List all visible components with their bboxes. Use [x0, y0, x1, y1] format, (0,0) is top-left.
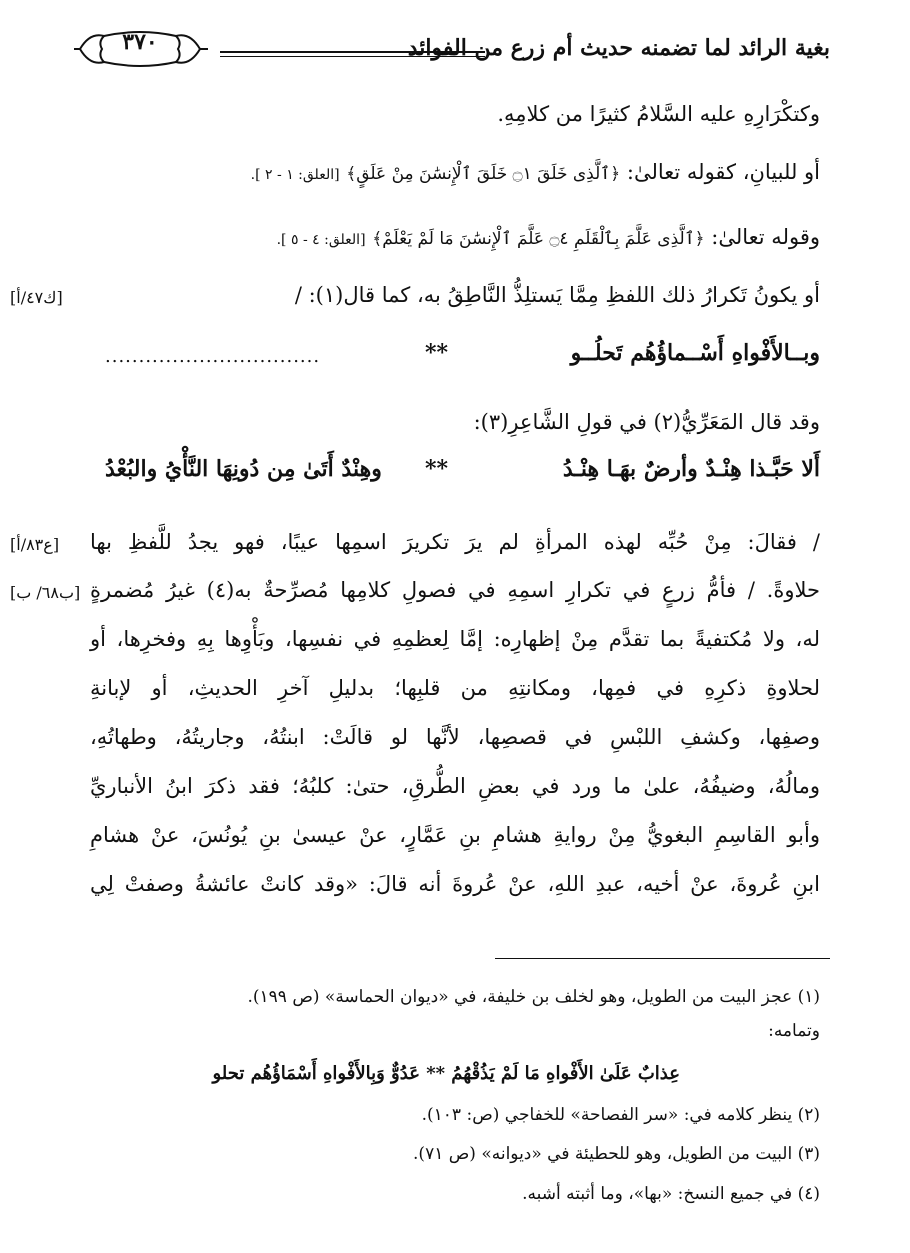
poem-hemistich-left: ................................: [105, 346, 321, 367]
paragraph-line: له، ولا مُكتفيةً بما تقدَّم مِنْ إظهارِه: إمَّا لِعظمِهِ في نفسِها، وبَأْوِها بِهِ وفخرِها، أو: [90, 627, 820, 651]
page-number: ٣٧٠: [122, 29, 158, 55]
quran-verse: ﴿ٱلَّذِى عَلَّمَ بِٱلْقَلَمِ ۝٤ عَلَّمَ ٱلْإِنسَٰنَ مَا لَمْ يَعْلَمْ﴾: [372, 229, 705, 249]
poem-hemistich-right: أَلا حَبَّـذا هِنْـدٌ وأرضٌ بهَـا هِنْـدُ: [562, 456, 820, 482]
poem-separator: **: [425, 456, 449, 482]
body-text: أو للبيانِ، كقوله تعالىٰ:: [626, 160, 820, 184]
body-line: وقد قال المَعَرِّيُّ(٢) في قولِ الشَّاعِرِ(٣):: [473, 410, 820, 434]
poem-separator: **: [425, 340, 449, 366]
footnote-1-continuation: وتمامه:: [768, 1021, 820, 1041]
running-title: بغية الرائد لما تضمنه حديث أم زرع من الفوائد: [407, 35, 830, 61]
body-line: أو يكونُ تَكرارُ ذلك اللفظِ مِمَّا يَستلِذُّ النَّاطِقُ به، كما قال(١): /: [294, 283, 820, 307]
footnote-3: (٣) البيت من الطويل، وهو للحطيئة في «ديوانه» (ص ٧١).: [413, 1144, 820, 1164]
footnote-verse: عِذابٌ عَلَىٰ الأَفْواهِ مَا لَمْ يَذُقْهُمُ ** عَدُوٌّ وَبِالأَفْواهِ أَسْمَاؤُهُم تحلو: [212, 1063, 680, 1084]
quran-verse: ﴿ٱلَّذِى خَلَقَ ۝١ خَلَقَ ٱلْإِنسَٰنَ مِنْ عَلَقٍ﴾: [346, 164, 621, 184]
page-header: [70, 18, 830, 88]
body-line-quran: [251, 160, 820, 184]
footnote-1: (١) عجز البيت من الطويل، وهو لخلف بن خليفة، في «ديوان الحماسة» (ص ١٩٩).: [247, 987, 820, 1007]
manuscript-margin-note: [ك٤٧/أ]: [10, 288, 63, 307]
quran-reference: [العلق: ١ - ٢ ].: [250, 167, 340, 183]
body-text: وقوله تعالىٰ:: [711, 225, 820, 249]
footnote-2: (٢) ينظر كلامه في: «سر الفصاحة» للخفاجي (ص: ١٠٣).: [421, 1105, 820, 1125]
paragraph-line: / فقالَ: مِنْ حُبِّه لهذه المرأةِ لم يرَ تكريرَ اسمِها عيبًا، فهو يجدُ للَّفظِ بها: [90, 530, 820, 554]
poem-hemistich-right: وبــالأَفْواهِ أَسْــماؤُهُم تَحلُــو: [570, 340, 820, 366]
footnote-4: (٤) في جميع النسخ: «بها»، وما أثبته أشبه.: [522, 1184, 820, 1204]
paragraph-line: لحلاوةِ ذكرِهِ في فمِها، ومكانتِهِ من قلبِها؛ بدليلِ آخرِ الحديثِ، أو لإبانةِ: [90, 676, 820, 700]
footnote-separator: [495, 958, 830, 959]
poem-hemistich-left: وهِنْدٌ أَتَىٰ مِن دُونِهَا النَّأْيُ والبُعْدُ: [105, 456, 382, 482]
paragraph-line: حلاوةً. / فأمُّ زرعٍ في تكرارِ اسمِهِ في فصولِ كلامِها مُصرِّحةٌ به(٤) غيرُ مُضمرةٍ: [90, 578, 821, 602]
quran-reference: [العلق: ٤ - ٥ ].: [276, 232, 366, 248]
body-line-quran: [277, 225, 820, 249]
manuscript-margin-note: [ب٦٨/ ب]: [10, 583, 81, 602]
body-line: وكتكْرَارِهِ عليه السَّلامُ كثيرًا من كلامِهِ.: [497, 102, 820, 126]
paragraph-line: وصفِها، وكشفِ اللبْسِ في قصصِها، لأنَّها لو قالَتْ: ابنتُهُ، وجاريتُهُ، وطهاتُهِ،: [90, 725, 820, 749]
paragraph-line: ومالُهُ، وضيفُهُ، علىٰ ما ورد في بعضِ الطُّرقِ، حتىٰ: كلبُهُ؛ فقد ذكرَ ابنُ الأنباريِّ: [90, 774, 820, 798]
manuscript-margin-note: [ع٨٣/أ]: [10, 535, 60, 554]
paragraph-line: وأبو القاسِمِ البغويُّ مِنْ روايةِ هشامِ بنِ عَمَّارٍ، عنْ عيسىٰ بنِ يُونُسَ، عنْ هشامِ: [90, 823, 820, 847]
paragraph-line: ابنِ عُروةَ، عنْ أخيه، عبدِ اللهِ، عنْ عُروةَ أنه قالَ: «وقد كانتْ عائشةُ وصفتْ لِي: [90, 872, 820, 896]
